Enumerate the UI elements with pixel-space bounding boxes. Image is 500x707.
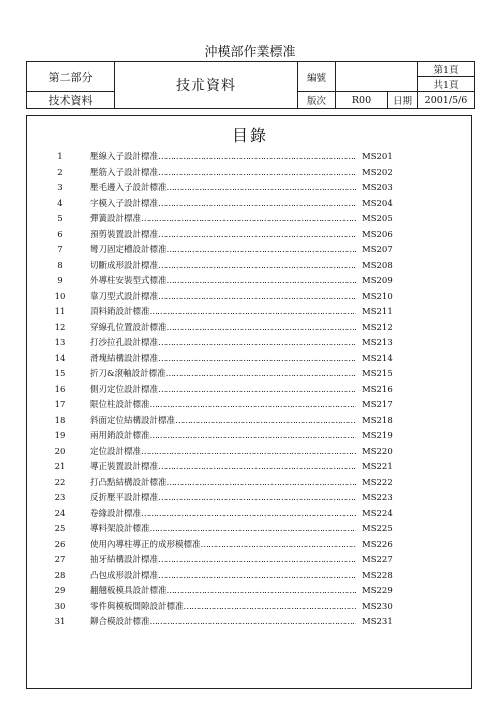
toc-entry [0,321,500,337]
toc-entry-label: 切斷成形設計標准 …………………………………………………………………………………………………………… [90,259,356,275]
toc-entry-label: 彎刀固定槽設計標准 …………………………………………………………………………………………………………… [90,243,356,259]
toc-entry-number: 11 [54,307,66,317]
toc-entry-number: 24 [54,508,66,519]
toc-entry-page: MS207 [362,245,393,255]
toc-entry-page: MS208 [362,260,393,271]
toc-entry-label: 滑塊結構設計標准 …………………………………………………………………………………………………………… [90,352,356,368]
toc-entry-number: 1 [57,152,63,162]
toc-entry-number: 7 [57,245,63,255]
toc-entry-page: MS212 [362,322,393,333]
toc-entry-label: 限位柱設計標准 …………………………………………………………………………………………………………… [90,398,356,414]
toc-entry-number: 23 [54,493,66,503]
toc-entry-number: 2 [57,167,63,178]
toc-entry-number: 15 [54,369,66,379]
toc-entry-page: MS229 [362,586,393,596]
toc-entry-label: 打沙拉孔設計標准 …………………………………………………………………………………………………………… [90,336,356,352]
toc-entry-page: MS231 [362,617,393,627]
toc-entry-page: MS226 [362,539,393,550]
toc-entry-label: 折刀&滾軸設計標准 …………………………………………………………………………………………………………… [90,367,356,383]
toc-entry-number: 27 [54,555,66,565]
header-date-label: 日期 [388,92,418,109]
toc-list [0,150,500,631]
toc-entry [0,584,500,600]
toc-entry-page: MS218 [362,415,393,426]
toc-entry-page: MS213 [362,338,393,348]
header-version-label: 版次 [298,92,336,109]
toc-entry [0,166,500,182]
toc-entry [0,336,500,352]
toc-entry-page: MS215 [362,369,393,379]
toc-entry-page: MS227 [362,555,393,565]
toc-entry-page: MS202 [362,167,393,178]
toc-entry [0,491,500,507]
header-code-value [336,62,418,92]
toc-entry-number: 30 [54,601,66,612]
toc-entry-page: MS224 [362,508,393,519]
toc-entry [0,522,500,538]
toc-entry-number: 3 [57,183,63,193]
toc-entry [0,367,500,383]
toc-entry [0,538,500,554]
toc-entry-label: 彈簧設計標准 …………………………………………………………………………………………………………… [90,212,356,228]
toc-entry-label: 壓線入子設計標准 …………………………………………………………………………………………………………… [90,150,356,166]
toc-title: 目錄 [231,126,268,145]
toc-entry [0,274,500,290]
toc-entry-page: MS204 [362,198,393,209]
toc-entry-number: 10 [54,291,66,302]
toc-entry-number: 8 [57,260,63,271]
toc-entry-page: MS216 [362,384,393,395]
toc-entry-label: 打凸點結構設計標准 …………………………………………………………………………………………………………… [90,476,356,492]
toc-entry [0,259,500,275]
toc-entry-label: 斜面定位結構設計標准 …………………………………………………………………………………………………………… [90,414,356,430]
toc-entry-number: 26 [54,539,66,550]
header-table [26,61,475,109]
toc-entry-label: 卷緣設計標准 …………………………………………………………………………………………………………… [90,507,356,523]
toc-entry-label: 反折壓平設計標准 …………………………………………………………………………………………………………… [90,491,356,507]
toc-entry-page: MS220 [362,446,393,457]
toc-entry-page: MS217 [362,400,393,410]
document-title: 沖模部作業標准 [204,45,296,60]
toc-entry [0,197,500,213]
toc-entry-label: 抽牙結構設計標准 …………………………………………………………………………………………………………… [90,553,356,569]
toc-entry-label: 預剪裝置設計標准 …………………………………………………………………………………………………………… [90,228,356,244]
toc-entry-number: 18 [54,415,66,426]
toc-entry-page: MS205 [362,214,393,224]
toc-entry-number: 12 [54,322,66,333]
toc-entry-number: 28 [54,570,66,581]
toc-entry-label: 穿線孔位置設計標准 …………………………………………………………………………………………………………… [90,321,356,337]
toc-entry-page: MS214 [362,353,393,364]
toc-entry [0,150,500,166]
toc-entry [0,476,500,492]
header-page-total: 共1頁 [418,77,475,92]
toc-entry-number: 16 [54,384,66,395]
toc-entry [0,460,500,476]
toc-entry-label: 使用內導柱導正的成形模標准 …………………………………………………………………………………………………………… [90,538,356,554]
toc-entry-number: 29 [54,586,66,596]
toc-entry-page: MS230 [362,601,393,612]
toc-entry-label: 翻翹板模具設計標准 …………………………………………………………………………………………………………… [90,584,356,600]
toc-entry-page: MS228 [362,570,393,581]
toc-entry-page: MS206 [362,229,393,240]
toc-entry-label: 導料架設計標准 …………………………………………………………………………………………………………… [90,522,356,538]
toc-entry-label: 定位設計標准 …………………………………………………………………………………………………………… [90,445,356,461]
toc-entry-number: 4 [57,198,63,209]
toc-entry [0,181,500,197]
toc-entry-number: 19 [54,431,66,441]
toc-entry-label: 壓筋入子設計標准 …………………………………………………………………………………………………………… [90,166,356,182]
toc-entry-number: 25 [54,524,66,534]
toc-entry-label: 字模入子設計標准 …………………………………………………………………………………………………………… [90,197,356,213]
toc-entry [0,228,500,244]
toc-entry-number: 6 [57,229,63,240]
toc-entry-label: 側刃定位設計標准 …………………………………………………………………………………………………………… [90,383,356,399]
toc-entry-label: 導正裝置設計標准 …………………………………………………………………………………………………………… [90,460,356,476]
toc-entry-label: 外導柱安裝型式標准 …………………………………………………………………………………………………………… [90,274,356,290]
header-part: 第二部分 [27,62,115,92]
toc-entry-number: 14 [54,353,66,364]
header-page-no: 第1頁 [418,62,475,77]
toc-entry [0,352,500,368]
toc-entry-page: MS201 [362,152,393,162]
toc-entry [0,615,500,631]
toc-entry-label: 頂料銷設計標准 …………………………………………………………………………………………………………… [90,305,356,321]
toc-entry-page: MS222 [362,477,393,488]
toc-entry [0,445,500,461]
toc-entry-page: MS203 [362,183,393,193]
toc-entry [0,383,500,399]
toc-entry-page: MS210 [362,291,393,302]
header-main-title: 技朮資料 [115,62,298,109]
toc-entry [0,305,500,321]
toc-entry-page: MS219 [362,431,393,441]
toc-entry-label: 壓毛邊入子設計標准 …………………………………………………………………………………………………………… [90,181,356,197]
toc-entry-label: 兩用銷設計標准 …………………………………………………………………………………………………………… [90,429,356,445]
toc-entry [0,569,500,585]
toc-entry-number: 20 [54,446,66,457]
toc-entry-number: 21 [54,462,66,472]
toc-entry-page: MS223 [362,493,393,503]
toc-entry [0,553,500,569]
toc-entry [0,398,500,414]
toc-entry-page: MS211 [362,307,393,317]
toc-entry-page: MS225 [362,524,393,534]
toc-entry-number: 9 [57,276,63,286]
toc-entry [0,414,500,430]
toc-entry-number: 5 [57,214,63,224]
header-date-value: 2001/5/6 [418,92,475,109]
toc-entry-label: 凸包成形設計標准 …………………………………………………………………………………………………………… [90,569,356,585]
toc-entry-label: 鉚合模設計標准 …………………………………………………………………………………………………………… [90,615,356,631]
toc-entry [0,212,500,228]
toc-entry-label: 零件與模板間隙設計標准 …………………………………………………………………………………………………………… [90,600,356,616]
header-code-label: 編號 [298,62,336,92]
toc-entry [0,600,500,616]
header-category: 技术資料 [27,92,115,109]
toc-entry [0,429,500,445]
header-version-value: R00 [336,92,388,109]
toc-entry-number: 17 [54,400,66,410]
toc-entry-label: 靠刀型式設計標准 …………………………………………………………………………………………………………… [90,290,356,306]
toc-entry [0,243,500,259]
toc-entry-page: MS221 [362,462,393,472]
toc-entry-page: MS209 [362,276,393,286]
toc-entry [0,290,500,306]
toc-entry [0,507,500,523]
toc-entry-number: 22 [54,477,66,488]
toc-entry-number: 13 [54,338,66,348]
toc-entry-number: 31 [54,617,66,627]
